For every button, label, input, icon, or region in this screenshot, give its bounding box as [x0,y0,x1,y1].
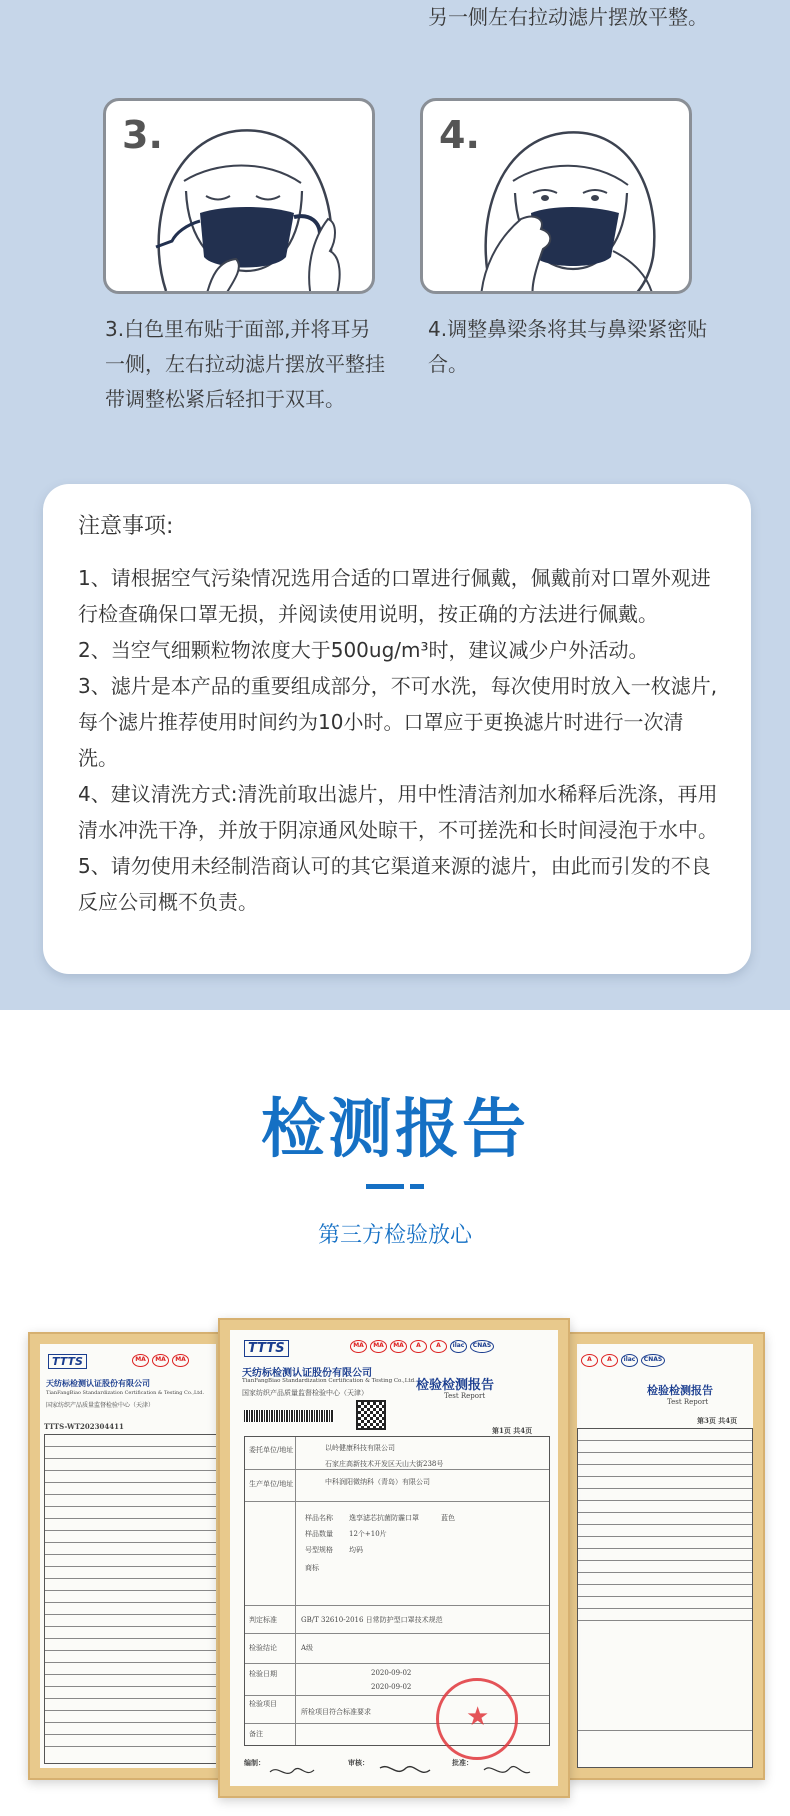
handwritten-signatures [230,1760,558,1786]
precaution-item: 4、建议清洗方式:清洗前取出滤片，用中性清洁剂加水稀释后洗涤，再用清水冲洗干净，并放于阴凉通风处晾干，不可搓洗和长时间浸泡于水中。 [78,782,718,842]
row-label: 商标 [305,1564,319,1572]
conclusion-value: A级 [301,1644,314,1652]
ttts-logo: TTTS [48,1354,87,1369]
ilac-mark-icon: ilac [450,1340,467,1353]
certification-marks [581,1354,665,1367]
barcode [244,1410,334,1422]
size-value: 均码 [349,1546,363,1554]
signature-label-approver: 批准： [452,1758,473,1767]
certification-marks [350,1340,494,1353]
cma-mark-icon: MA [370,1340,387,1353]
precaution-item: 2、当空气细颗粒物浓度大于500ug/m³时，建议减少户外活动。 [78,638,649,662]
precaution-item: 5、请勿使用未经制浩商认可的其它渠道来源的滤片，由此而引发的不良反应公司概不负责。 [78,854,711,914]
official-seal [436,1678,518,1760]
row-label: 检验项目 [249,1700,277,1708]
qr-code [356,1400,386,1430]
a-mark-icon: A [601,1354,618,1367]
report-paper [577,1344,753,1768]
step-4-illustration [420,98,692,294]
receive-date: 2020-09-02 [371,1683,412,1691]
row-label: 判定标准 [249,1616,277,1624]
ttts-logo: TTTS [244,1340,289,1357]
report-paper [230,1330,558,1786]
center-name: 国家纺织产品质量监督检验中心（天津） [46,1402,155,1409]
precaution-item: 1、请根据空气污染情况选用合适的口罩进行佩戴，佩戴前对口罩外观进行检查确保口罩无损，并阅读使用说明，按正确的方法进行佩戴。 [78,566,711,626]
report-document-left [28,1332,228,1780]
company-name: 天纺标检测认证股份有限公司 [242,1368,372,1379]
precautions-title: 注意事项: [78,514,174,539]
precaution-item: 3、滤片是本产品的重要组成部分，不可水洗，每次使用时放入一枚滤片,每个滤片推荐使用时间约为10小时。口罩应于更换滤片时进行一次清洗。 [78,674,718,770]
step-3-illustration [103,98,375,294]
sample-value: 逸享滤芯抗菌防霾口罩 [349,1514,419,1522]
sample-date: 2020-09-02 [371,1669,412,1677]
report-document-center [218,1318,570,1798]
client-value: 以岭健康科技有限公司 [325,1444,395,1452]
report-doc-title-en: Test Report [667,1398,709,1406]
row-label: 号型规格 [305,1546,333,1554]
row-label: 样品名称 [305,1514,333,1522]
row-label: 备注 [249,1730,263,1738]
cma-mark-icon: MA [350,1340,367,1353]
standard-value: GB/T 32610-2016 日常防护型口罩技术规范 [301,1616,443,1624]
cnas-mark-icon: CNAS [470,1340,494,1353]
test-report-subtitle: 第三方检验放心 [317,1223,472,1248]
seal-star-icon: ★ [466,1702,490,1732]
test-report-heading: 检测报告 [261,1093,529,1167]
row-label: 样品数量 [305,1530,333,1538]
a-mark-icon: A [410,1340,427,1353]
client-address: 石家庄高新技术开发区天山大街238号 [325,1460,444,1468]
report-doc-title: 检验检测报告 [647,1384,713,1397]
result-table [44,1434,216,1764]
cma-mark-icon: MA [390,1340,407,1353]
conclusion-text: 所检项目符合标准要求 [301,1708,371,1716]
cma-mark-icon: MA [132,1354,149,1367]
company-name-en: TianFangBiao Standardization Certification & Testing Co.,Ltd. [46,1390,205,1396]
signature-label-reviewer: 审核： [348,1758,369,1767]
a-mark-icon: A [581,1354,598,1367]
report-doc-title-en: Test Report [444,1392,486,1400]
row-label: 检验日期 [249,1670,277,1678]
cma-mark-icon: MA [172,1354,189,1367]
row-label: 检验结论 [249,1644,277,1652]
cut-step-text: 另一侧左右拉动滤片摆放平整。 [428,5,708,29]
report-document-right [565,1332,765,1780]
result-table [577,1428,753,1768]
qty-value: 12个+10片 [349,1530,387,1538]
step-3-description: 3.白色里布贴于面部,并将耳另一侧，左右拉动滤片摆放平整挂带调整松紧后轻扣于双耳。 [105,317,385,411]
page-number: 第1页 共4页 [492,1426,533,1435]
signature-label-compiler: 编制： [244,1758,265,1767]
color-value: 蓝色 [441,1514,455,1522]
company-name-en: TianFangBiao Standardization Certification & Testing Co.,Ltd. [242,1378,416,1384]
company-name: 天纺标检测认证股份有限公司 [46,1379,150,1388]
cnas-mark-icon: CNAS [641,1354,665,1367]
precautions-card [43,484,751,974]
center-name: 国家纺织产品质量监督检验中心（天津） [242,1389,368,1397]
certification-marks [132,1354,189,1367]
report-doc-title: 检验检测报告 [416,1378,495,1393]
ilac-mark-icon: ilac [621,1354,638,1367]
maker-value: 中科润阳微纳科（青岛）有限公司 [325,1478,430,1486]
report-number: TTTS-WT202304411 [44,1422,124,1431]
a-mark-icon: A [430,1340,447,1353]
cma-mark-icon: MA [152,1354,169,1367]
row-label: 委托单位/地址 [249,1446,294,1454]
step-4-number: 4. [439,113,480,157]
step-3-number: 3. [122,113,163,157]
page-number: 第3页 共4页 [697,1416,738,1425]
heading-divider [366,1184,404,1189]
row-label: 生产单位/地址 [249,1480,294,1488]
heading-divider-short [410,1184,424,1189]
step-4-description: 4.调整鼻梁条将其与鼻梁紧密贴合。 [428,317,708,376]
report-paper [40,1344,216,1768]
